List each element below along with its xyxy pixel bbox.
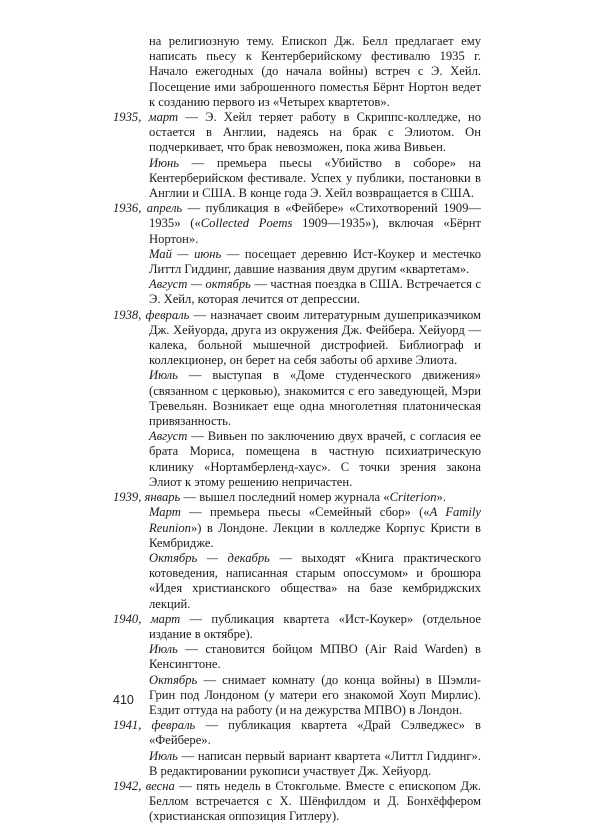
entry-text: — становится бойцом МПВО (Air Raid Warden) в Кенсингтоне. [149,642,481,672]
chronology-entry-1942-spring [113,779,481,825]
entry-italic-title: Collected Poems [200,216,293,231]
entry-date: Июль [149,368,178,383]
chronology-text [113,34,481,825]
entry-text: — вышел последний номер журнала « [180,490,390,505]
entry-text: — премьера пьесы «Семейный сбор» (« [180,505,430,520]
entry-text: — публикация квартета «Ист-Коукер» (отдельное издание в октябре). [149,611,481,641]
entry-text: — Вивьен по заключению двух врачей, с согласия ее брата Мориса, помещена в частную психиатрическую клинику «Нортамберленд-хаус». С точки зрения закона Элиот к этому решению непричастен. [149,429,481,489]
entry-date: 1942, весна [113,778,175,793]
entry-date: Июль [149,748,178,763]
entry-date: 1939, январь [113,490,181,505]
entry-date: 1938, февраль [113,307,190,322]
entry-date: Август — октябрь [149,277,251,292]
entry-text: — выходят «Книга практического котоведения, написанная старым опоссумом» и брошюра «Идея христианского общества» на базе кембриджских лекций. [149,550,481,611]
chronology-entry-1940-october [113,673,481,719]
chronology-entry-1936-may-june [113,247,481,277]
entry-text: ». [436,490,446,505]
entry-date: 1935, март [113,110,179,125]
chronology-entry-1939-january [113,490,481,505]
entry-text: — выступая в «Доме студенческого движения» (связанном с церковью), знакомится с его заведующей, Мэри Тревельян. Возникает еще одна многолетняя платоническая привязанность. [149,368,481,429]
chronology-entry-1936-april [113,201,481,247]
entry-text: — написан первый вариант квартета «Литтл Гиддинг». В редактировании рукописи участвует Дж. Хейуорд. [149,748,481,778]
entry-date: Октябрь [149,672,198,687]
chronology-entry-1940-july [113,642,481,672]
entry-text: 1909—1935»), включая «Бёрнт Нортон». [149,216,481,246]
entry-text: — пять недель в Стокгольме. Вместе с епископом Дж. Беллом встречается с Х. Шёнфилдом и Д. Бонхёффером (христианская оппозиция Гитлеру). [149,778,481,824]
entry-text: — посещает деревню Ист-Коукер и местечко Литтл Гиддинг, давшие названия двум другим «квартетам». [149,246,482,277]
entry-date: Август [149,429,188,444]
entry-date: Октябрь — декабрь [149,550,270,565]
chronology-entry-1939-october-december [113,551,481,612]
chronology-entry-1936-august-october [113,277,481,307]
entry-text: — Э. Хейл теряет работу в Скриппс-колледже, но остается в Англии, надеясь на брак с Элиотом. Он подчеркивает, что брак невозможен, пока жива Вивьен. [149,110,481,155]
entry-text: ») в Лондоне. Лекции в колледже Корпус Кристи в Кембридже. [149,520,481,550]
entry-date: 1941, февраль [113,718,196,733]
entry-date: 1940, март [113,611,181,626]
entry-date: 1936, апрель [113,201,183,216]
entry-text: — премьера пьесы «Убийство в соборе» на Кентерберийском фестивале. Успех у публики, постановки в Англии и США. В конце года Э. Хейл возвращается в США. [149,155,481,201]
chronology-entry-1941-july [113,749,481,779]
chronology-entry-1940-march [113,612,481,642]
chronology-entry-1938-february [113,308,481,369]
chronology-entry-1939-march [113,505,481,551]
chronology-entry-1935-march [113,110,481,156]
chronology-entry-1941-february [113,718,481,748]
chronology-entry-1938-july [113,368,481,429]
page-number: 410 [113,693,134,707]
entry-text: — снимает комнату (до конца войны) в Шэмли-Грин под Лондоном (у матери его знакомой Хоуп Мирлис). Ездит оттуда на работу (и на дежурства МПВО) в Лондон. [149,672,481,717]
entry-date: Июль [149,642,178,657]
entry-date: Май — июнь [149,246,222,261]
entry-text: — публикация квартета «Драй Сэлведжес» в «Фейбере». [149,718,481,748]
entry-text: — частная поездка в США. Встречается с Э. Хейл, которая лечится от депрессии. [149,277,481,307]
entry-text: — публикация в «Фейбере» «Стихотворений 1909—1935» (« [149,201,481,231]
entry-date: Июнь [149,155,179,170]
entry-date: Март [149,505,181,520]
chronology-entry-1935-june [113,156,481,202]
lead-paragraph: на религиозную тему. Епископ Дж. Белл предлагает ему написать пьесу к Кентерберийскому фестивалю 1935 г. Начало ежегодных (до начала войны) встреч с Э. Хейл. Посещение ими заброшенного поместья Бёрнт Нортон ведет к созданию первого из «Четырех квартетов». [149,34,481,109]
entry-italic-title: Criterion [389,490,437,505]
entry-text: — назначает своим литературным душеприказчиком Дж. Хейуорда, друга из окружения Дж. Фейбера. Хейуорд — калека, больной мышечной дистрофией. Библиограф и коллекционер, он берет на себя заботы об архиве Элиота. [149,307,481,368]
chronology-entry-1938-august [113,429,481,490]
entry-italic-title: A Family Reunion [149,505,481,535]
